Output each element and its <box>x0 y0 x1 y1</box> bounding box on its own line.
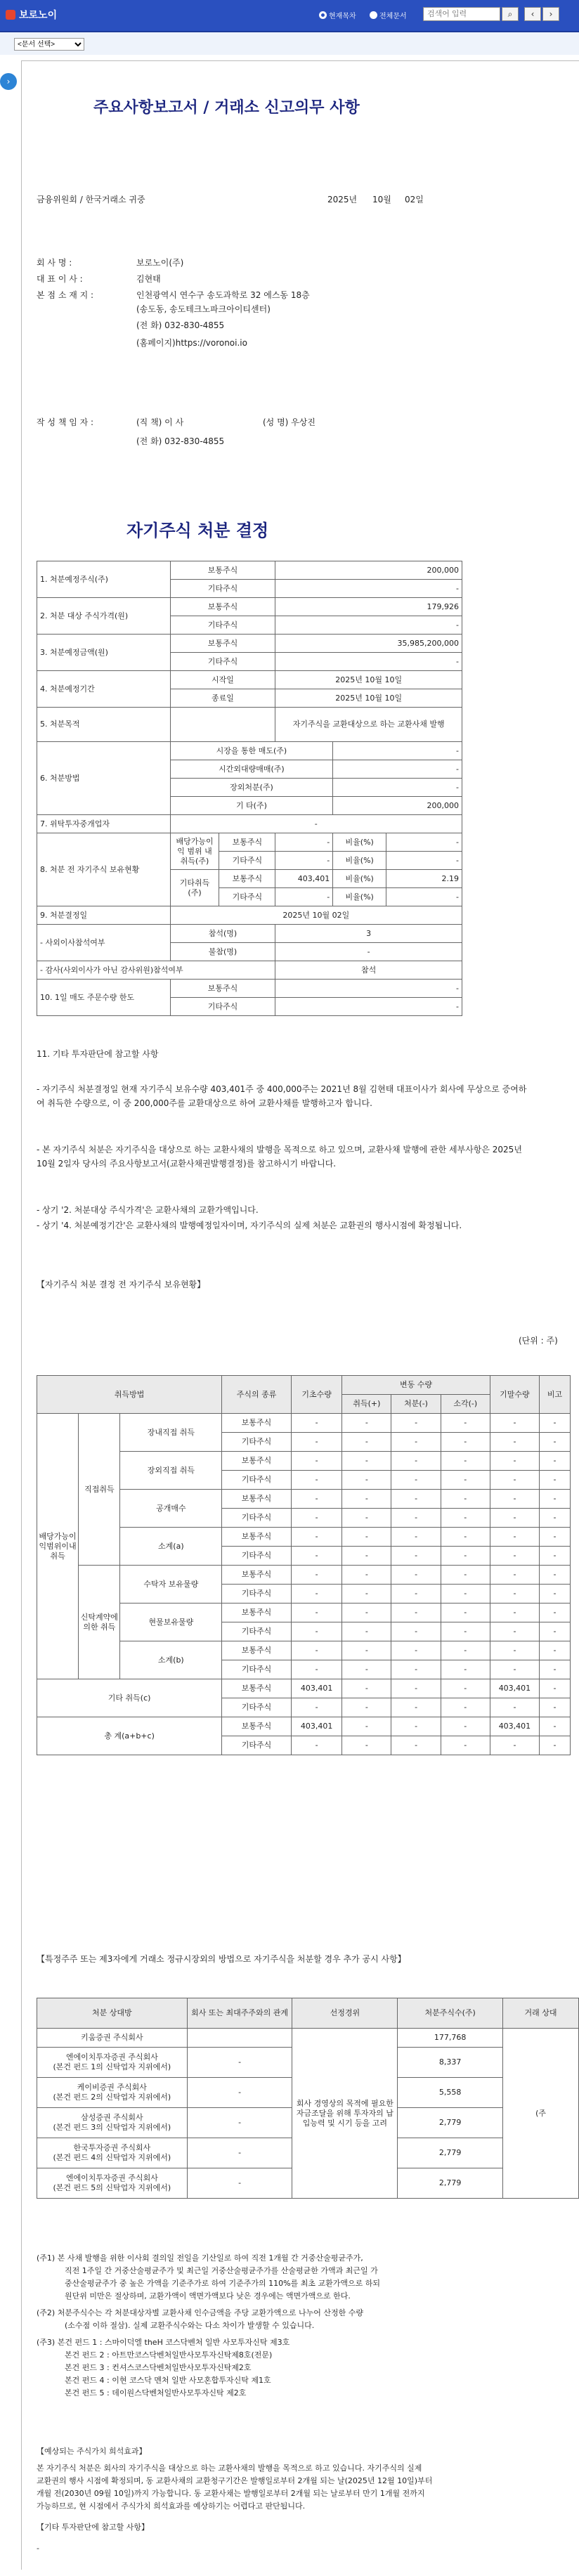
table-cell: - <box>291 1471 341 1490</box>
table-cell: 취득(+) <box>342 1395 391 1414</box>
sidebar-toggle-button[interactable] <box>0 73 17 90</box>
table-cell: 2025년 10월 02일 <box>170 906 462 925</box>
table-cell: - <box>342 1547 391 1566</box>
table-cell: - <box>187 2168 292 2199</box>
table-cell: 6. 처분방법 <box>37 742 171 815</box>
table-cell: 2025년 10월 10일 <box>275 671 462 689</box>
table-cell: - <box>342 1736 391 1755</box>
table-cell: - <box>490 1698 539 1717</box>
table-cell: - 감사(사외이사가 아닌 감사위원)참석여부 <box>37 961 275 980</box>
table-cell: - <box>386 888 462 906</box>
table-cell: 직접취득 <box>79 1414 120 1566</box>
homepage: (홈페이지)https://voronoi.io <box>136 338 247 348</box>
table-cell: 403,401 <box>291 1679 341 1698</box>
table-cell: - <box>441 1679 490 1698</box>
table-cell: - <box>441 1490 490 1509</box>
table-cell: 403,401 <box>490 1717 539 1736</box>
table-cell: 보통주식 <box>222 1679 292 1698</box>
table-cell: - <box>490 1471 539 1490</box>
table-cell: - <box>490 1585 539 1604</box>
writer-phone: (전 화) 032-830-4855 <box>136 436 225 446</box>
ceo-name: 김현태 <box>136 274 161 284</box>
phone: (전 화) 032-830-4855 <box>136 320 225 330</box>
table-cell: 장외처분(주) <box>170 779 333 797</box>
table-cell: 5,558 <box>398 2078 503 2108</box>
table-cell: 3 <box>275 925 462 943</box>
table-cell: - <box>490 1547 539 1566</box>
table-cell: 8. 처분 전 자기주식 보유현황 <box>37 833 171 906</box>
holding-table <box>37 1375 571 1755</box>
table-cell: 1. 처분예정주식(주) <box>37 561 171 598</box>
table-cell: 기타주식 <box>222 1736 292 1755</box>
table-cell: - <box>275 653 462 671</box>
table-cell: 현물보유물량 <box>120 1604 222 1641</box>
table-cell: 총 계(a+b+c) <box>37 1717 222 1755</box>
report-title: 주요사항보고서 / 거래소 신고의무 사항 <box>93 98 360 117</box>
table-cell: - <box>342 1566 391 1585</box>
table-cell: 2025년 10월 10일 <box>275 689 462 708</box>
writer-position: (직 책) 이 사 <box>136 417 184 427</box>
table-cell: 기타주식 <box>170 653 275 671</box>
disposal-table <box>37 561 462 1016</box>
table-cell: 200,000 <box>275 561 462 580</box>
table-cell: - <box>441 1452 490 1471</box>
table-cell: - <box>291 1433 341 1452</box>
table-cell: - <box>490 1736 539 1755</box>
table-cell: - <box>342 1490 391 1509</box>
table-cell: - <box>391 1490 441 1509</box>
table-cell: 거래 상대 <box>503 1998 579 2029</box>
table-cell: 케이비증권 주식회사 (본건 펀드 2의 신탁업자 지위에서) <box>37 2078 188 2108</box>
dilution-section: 【예상되는 주식가치 희석효과】 본 자기주식 처분은 회사의 자기주식을 대상으로 하는 교환사채의 발행을 목적으로 하고 있습니다. 자기주식의 실제 교환권의 행사 시점에 확정되며, 동 교환사채의 교환청구기간은 발행일로부터 2개월 되는 날(2025년 12월 10일)부터 개월 전(2030년 09월 10일)까지 가능합니다. 동 교환사채는 발행일로부터 2개월 되는 날로부터 만기 1개월 전까지 가능하므로, 현 시점에서 주식가치 희석효과를 예상하기는 어렵다고 판단됩니다. 【기타 투자판단에 참고할 사항】 - <box>37 2447 433 2553</box>
radio-current-section[interactable]: 현재목차 <box>319 10 356 20</box>
chevron-right-icon: › <box>6 77 11 86</box>
note-paragraph-2: - 본 자기주식 처분은 자기주식을 대상으로 하는 교환사채의 발행을 목적으로 하고 있으며, 교환사채 발행에 관한 세부사항은 2025년 10월 2일자 당사의 주요사항보고서(교환사채권발행결정)를 참고하시기 바랍니다. <box>37 1145 522 1169</box>
table-cell: - <box>187 2078 292 2108</box>
table-cell: 2,779 <box>398 2168 503 2199</box>
address-line1: 인천광역시 연수구 송도과학로 32 에스동 18층 <box>136 290 310 300</box>
table-cell: - <box>540 1717 571 1736</box>
table-cell: - <box>540 1698 571 1717</box>
table-cell: 시장을 통한 매도(주) <box>170 742 333 760</box>
table-cell: - <box>540 1585 571 1604</box>
radio-empty-icon <box>370 11 377 19</box>
table-cell: 2,779 <box>398 2108 503 2138</box>
address-label: 본 점 소 재 지 : <box>37 290 94 300</box>
table-cell: 비율(%) <box>333 852 386 870</box>
table-cell: - <box>391 1660 441 1679</box>
table-cell: 보통주식 <box>222 1641 292 1660</box>
writer-label: 작 성 책 임 자 : <box>37 417 94 427</box>
table-cell: 회사 경영상의 목적에 필요한 자금조달을 위해 투자자의 납입능력 및 시기 등을 고려 <box>292 2029 398 2199</box>
table-cell: 기타취득(주) <box>170 870 219 906</box>
ceo-label: 대 표 이 사 : <box>37 274 83 284</box>
table-cell: 비율(%) <box>333 833 386 852</box>
table-cell: 삼성증권 주식회사 (본건 펀드 3의 신탁업자 지위에서) <box>37 2108 188 2138</box>
table-cell: - <box>342 1604 391 1622</box>
table-cell: 장외직접 취득 <box>120 1452 222 1490</box>
table-cell: 기 타(주) <box>170 797 333 815</box>
table-cell: 기타주식 <box>222 1547 292 1566</box>
table-cell: 참석 <box>275 961 462 980</box>
table-cell: 기타주식 <box>219 852 275 870</box>
table-cell: - <box>187 2048 292 2078</box>
table-cell: - <box>540 1660 571 1679</box>
table-cell: 종료일 <box>170 689 275 708</box>
table-cell: - <box>291 1736 341 1755</box>
table-cell: - <box>291 1509 341 1528</box>
company-name: 보로노이(주) <box>136 258 184 268</box>
table-cell: - <box>441 1736 490 1755</box>
table-cell: - <box>540 1490 571 1509</box>
document-select[interactable] <box>14 38 84 51</box>
table-cell: - <box>441 1433 490 1452</box>
table-cell: - <box>342 1679 391 1698</box>
table-cell: 기타주식 <box>222 1622 292 1641</box>
table-cell: - <box>275 580 462 598</box>
table-cell: - <box>342 1622 391 1641</box>
table-cell: - <box>386 852 462 870</box>
table-cell: - <box>391 1585 441 1604</box>
table-cell: - <box>391 1509 441 1528</box>
table-cell: - <box>275 616 462 635</box>
table-cell: - <box>342 1660 391 1679</box>
table-cell: - <box>540 1528 571 1547</box>
table-cell: - <box>333 779 462 797</box>
table-cell: - 사외이사참석여부 <box>37 925 171 961</box>
table-cell: - <box>441 1717 490 1736</box>
table-cell: 5. 처분목적 <box>37 708 171 742</box>
table-cell: - <box>540 1509 571 1528</box>
chevron-right-icon: › <box>549 9 553 19</box>
table-cell: 보통주식 <box>222 1604 292 1622</box>
table-cell: - <box>342 1585 391 1604</box>
table-cell: 10. 1일 매도 주문수량 한도 <box>37 980 171 1016</box>
table-cell: 참석(명) <box>170 925 275 943</box>
holding-table-caption: 【자기주식 처분 결정 전 자기주식 보유현황】 <box>37 1280 206 1289</box>
table-cell: - <box>540 1433 571 1452</box>
table-cell: - <box>540 1736 571 1755</box>
table-cell: 장내직접 취득 <box>120 1414 222 1452</box>
table-cell: 보통주식 <box>222 1414 292 1433</box>
table-cell: - <box>490 1622 539 1641</box>
table-cell: 7. 위탁투자중개업자 <box>37 815 171 833</box>
address-line2: (송도동, 송도테크노파크아이티센터) <box>136 304 271 314</box>
table-cell: 변동 수량 <box>342 1376 490 1395</box>
table-cell: 200,000 <box>333 797 462 815</box>
footnotes: (주1) 본 사채 발행을 위한 이사회 결의일 전일을 기산일로 하여 직전 1개월 간 거중산술평균주가, 직전 1주일 간 거중산술평균주가 및 최근일 거중산술평균주가를 산술평균한 가액과 최근일 가 중산술평균주가 중 높은 가액을 기준주가로 하여 기준주가의 110%를 최초 교환가액으로 하되 원단위 미만은 절상하며, 교환가액이 액면가액보다 낮은 경우에는 액면가액으로 한다. (주2) 처분주식수는 각 처분대상자별 교환사채 인수금액을 주당 교환가액으로 나누어 산정한 수량 (소수점 이하 절삼). 실제 교환주식수와는 다소 차이가 발생할 수 있습니다. (주3) 본건 펀드 1 : 스마이덕엘 theH 코스닥벤처 일반 사모투자신탁 제3호 본건 펀드 2 : 아트만코스닥벤처일반사모투자신탁제8호(전문) 본건 펀드 3 : 컨셔스코스닥벤처일반사모투자신탁제2호 본건 펀드 4 : 이현 코스닥 멘처 일반 사모혼합투자신탁 제1호 본건 펀드 5 : 데이원스닥벤처일반사모투자신탁 제2호 <box>37 2253 380 2398</box>
table-cell: 처분(-) <box>391 1395 441 1414</box>
table-cell: 기타주식 <box>222 1471 292 1490</box>
table-cell: - <box>441 1528 490 1547</box>
radio-all-document[interactable]: 전체문서 <box>370 10 407 20</box>
table-cell: - <box>342 1414 391 1433</box>
table-cell: - <box>291 1566 341 1585</box>
table-cell: 보통주식 <box>222 1528 292 1547</box>
app-logo[interactable]: 보로노이 <box>6 8 57 22</box>
table-cell: - <box>490 1509 539 1528</box>
counterparty-table <box>37 1998 579 2199</box>
table-cell: 4. 처분예정기간 <box>37 671 171 708</box>
next-button[interactable] <box>542 7 559 21</box>
section-title: 자기주식 처분 결정 <box>126 520 269 540</box>
table-cell: 수탁자 보유물량 <box>120 1566 222 1604</box>
table-cell: - <box>391 1698 441 1717</box>
table-cell: 비고 <box>540 1376 571 1414</box>
table-cell: 보통주식 <box>219 870 275 888</box>
table-cell: 기타주식 <box>170 580 275 598</box>
table-cell <box>187 2029 292 2048</box>
table-cell: - <box>291 1698 341 1717</box>
table-cell: (주 <box>503 2029 579 2199</box>
table-cell: - <box>540 1547 571 1566</box>
table-cell: - <box>391 1641 441 1660</box>
table-cell: 소각(-) <box>441 1395 490 1414</box>
note-paragraph-3: - 상기 '2. 처분대상 주식가격'은 교환사채의 교환가액입니다. <box>37 1205 259 1215</box>
table-cell: 보통주식 <box>170 598 275 616</box>
table-cell: 2. 처분 대상 주식가격(원) <box>37 598 171 635</box>
table-cell: - <box>490 1490 539 1509</box>
table-cell: - <box>540 1471 571 1490</box>
table-cell: 신탁계약에 의한 취득 <box>79 1566 120 1679</box>
table-cell: 자기주식을 교환대상으로 하는 교환사채 발행 <box>275 708 462 742</box>
table-cell: 3. 처분예정금액(원) <box>37 635 171 671</box>
table-cell: - <box>441 1604 490 1622</box>
table-cell: - <box>441 1471 490 1490</box>
table-cell: - <box>291 1452 341 1471</box>
table-cell: 보통주식 <box>222 1490 292 1509</box>
table-cell: - <box>490 1660 539 1679</box>
other-notes-heading: 11. 기타 투자판단에 참고할 사항 <box>37 1049 159 1059</box>
table-cell: - <box>441 1641 490 1660</box>
table-cell: - <box>540 1414 571 1433</box>
table-cell: - <box>333 760 462 779</box>
table-cell: - <box>291 1604 341 1622</box>
table-cell: 기타 취득(c) <box>37 1679 222 1717</box>
table-cell: 기타주식 <box>222 1433 292 1452</box>
table-cell: 선정경위 <box>292 1998 398 2029</box>
table-cell: 기타주식 <box>222 1509 292 1528</box>
writer-name: (성 명) 우상진 <box>263 417 315 427</box>
table-cell: - <box>391 1566 441 1585</box>
table-cell: 보통주식 <box>222 1566 292 1585</box>
table-cell: 기타주식 <box>222 1660 292 1679</box>
table-cell: - <box>391 1717 441 1736</box>
table-cell: 8,337 <box>398 2048 503 2078</box>
table-cell: 179,926 <box>275 598 462 616</box>
table-cell: - <box>391 1452 441 1471</box>
table-cell: - <box>540 1604 571 1622</box>
table-cell: - <box>441 1566 490 1585</box>
table-cell: 소계(b) <box>120 1641 222 1679</box>
table-cell <box>170 708 275 742</box>
table-cell: 기초수량 <box>291 1376 341 1414</box>
table-cell: 2,779 <box>398 2138 503 2168</box>
table-cell: 기타주식 <box>222 1698 292 1717</box>
table-cell: - <box>540 1679 571 1698</box>
table-cell: 시작일 <box>170 671 275 689</box>
company-label: 회 사 명 : <box>37 258 72 268</box>
table-cell: - <box>441 1509 490 1528</box>
table-cell: 처분 상대방 <box>37 1998 188 2029</box>
table-cell: - <box>391 1736 441 1755</box>
table-cell: - <box>275 888 333 906</box>
unit-label: (단위 : 주) <box>519 1336 558 1346</box>
table-cell: - <box>342 1452 391 1471</box>
table-cell: - <box>391 1528 441 1547</box>
table-cell: 2.19 <box>386 870 462 888</box>
table-cell: 주식의 종류 <box>222 1376 292 1414</box>
table-cell: - <box>441 1622 490 1641</box>
report-date-day: 02일 <box>405 195 424 204</box>
table-cell: - <box>342 1641 391 1660</box>
table-cell: - <box>391 1679 441 1698</box>
table-cell: - <box>187 2108 292 2138</box>
table-cell: 처분주식수(주) <box>398 1998 503 2029</box>
table-cell: 취득방법 <box>37 1376 222 1414</box>
table-cell: - <box>540 1452 571 1471</box>
table-cell: 기말수량 <box>490 1376 539 1414</box>
table-cell: 보통주식 <box>170 980 275 998</box>
report-date-year: 2025년 <box>327 195 358 204</box>
document-select-bar <box>0 32 579 55</box>
table-cell: 시간외대량매매(주) <box>170 760 333 779</box>
chevron-left-icon: ‹ <box>531 9 535 19</box>
table-cell: - <box>391 1622 441 1641</box>
table-cell: 기타주식 <box>219 888 275 906</box>
table-cell: - <box>275 980 462 998</box>
table-cell: - <box>490 1566 539 1585</box>
table-cell: 보통주식 <box>219 833 275 852</box>
search-input[interactable] <box>423 7 500 21</box>
table-cell: - <box>342 1698 391 1717</box>
table-cell: - <box>291 1585 341 1604</box>
table-cell: 177,768 <box>398 2029 503 2048</box>
radio-selected-icon <box>319 11 327 19</box>
table-cell: - <box>490 1604 539 1622</box>
table-cell: - <box>291 1490 341 1509</box>
table-cell: - <box>441 1585 490 1604</box>
table-cell: - <box>391 1471 441 1490</box>
table-cell: - <box>391 1604 441 1622</box>
table-cell: - <box>540 1641 571 1660</box>
table-cell: 불참(명) <box>170 943 275 961</box>
table-cell: - <box>441 1547 490 1566</box>
table-cell: - <box>441 1414 490 1433</box>
table-cell: 비율(%) <box>333 870 386 888</box>
table-cell: - <box>490 1433 539 1452</box>
table-cell: - <box>291 1660 341 1679</box>
report-date-month: 10월 <box>372 195 391 204</box>
table-cell: 기타주식 <box>222 1585 292 1604</box>
search-icon: ⌕ <box>507 9 513 19</box>
table-cell: 보통주식 <box>222 1717 292 1736</box>
table-cell: 기타주식 <box>170 998 275 1016</box>
table-cell: 키움증권 주식회사 <box>37 2029 188 2048</box>
table-cell: - <box>275 833 333 852</box>
note-paragraph-1: - 자기주식 처분결정일 현재 자기주식 보유수량 403,401주 중 400,000주는 2021년 8월 김현태 대표이사가 회사에 무상으로 증여하여 취득한 수량으로, 이 중 200,000주를 교환대상으로 하여 교환사채를 발행하고자 합니다. <box>37 1084 527 1108</box>
table-cell: - <box>170 815 462 833</box>
table-cell: - <box>342 1433 391 1452</box>
table-cell: 소계(a) <box>120 1528 222 1566</box>
table-cell: - <box>275 998 462 1016</box>
table-cell: - <box>275 943 462 961</box>
table-cell: 35,985,200,000 <box>275 635 462 653</box>
table-cell: 공개매수 <box>120 1490 222 1528</box>
top-header <box>0 0 579 32</box>
table-cell: 403,401 <box>490 1679 539 1698</box>
table-cell: - <box>342 1528 391 1547</box>
table-cell: - <box>291 1622 341 1641</box>
note-paragraph-4: - 상기 '4. 처분예정기간'은 교환사채의 발행예정일자이며, 자기주식의 실제 처분은 교환권의 행사시점에 확정됩니다. <box>37 1221 462 1230</box>
table-cell: - <box>490 1414 539 1433</box>
table-cell: - <box>291 1547 341 1566</box>
table-cell: - <box>187 2138 292 2168</box>
table-cell: - <box>291 1414 341 1433</box>
table-cell: 403,401 <box>291 1717 341 1736</box>
table-cell: - <box>391 1547 441 1566</box>
table-cell: - <box>490 1452 539 1471</box>
table-cell: 9. 처분결정일 <box>37 906 171 925</box>
table-cell: - <box>441 1698 490 1717</box>
table-cell: - <box>342 1471 391 1490</box>
prev-button[interactable] <box>524 7 541 21</box>
table-cell: 기타주식 <box>170 616 275 635</box>
table-cell: - <box>441 1660 490 1679</box>
table-cell: - <box>391 1414 441 1433</box>
table-cell: - <box>391 1433 441 1452</box>
table-cell: 배당가능이익 범위 내 취득(주) <box>170 833 219 870</box>
table-cell: - <box>490 1641 539 1660</box>
table-cell: 엔에이치투자증권 주식회사 (본건 펀드 1의 신탁업자 지위에서) <box>37 2048 188 2078</box>
table-cell: - <box>342 1717 391 1736</box>
table-cell: 엔에이치투자증권 주식회사 (본건 펀드 5의 신탁업자 지위에서) <box>37 2168 188 2199</box>
table-cell: 한국투자증권 주식회사 (본건 펀드 4의 신탁업자 지위에서) <box>37 2138 188 2168</box>
table-cell: 회사 또는 최대주주와의 관계 <box>187 1998 292 2029</box>
table-cell: - <box>291 1528 341 1547</box>
table-cell: - <box>291 1641 341 1660</box>
table-cell: 403,401 <box>275 870 333 888</box>
table-cell: - <box>386 833 462 852</box>
table-cell: - <box>333 742 462 760</box>
table-cell: - <box>342 1509 391 1528</box>
table-cell: - <box>275 852 333 870</box>
table-cell: - <box>540 1622 571 1641</box>
search-button[interactable] <box>502 7 519 21</box>
table-cell: - <box>490 1528 539 1547</box>
table-cell: 배당가능이익범위이내취득 <box>37 1414 79 1679</box>
table-cell: - <box>540 1566 571 1585</box>
logo-icon <box>6 10 15 20</box>
table-cell: 비율(%) <box>333 888 386 906</box>
additional-disclosure-caption: 【특정주주 또는 제3자에게 거래소 정규시장외의 방법으로 자기주식을 처분할 경우 추가 공시 사항】 <box>37 1954 406 1964</box>
recipient: 금융위원회 / 한국거래소 귀중 <box>37 195 145 204</box>
table-cell: 보통주식 <box>170 561 275 580</box>
table-cell: 보통주식 <box>170 635 275 653</box>
table-cell: 보통주식 <box>222 1452 292 1471</box>
